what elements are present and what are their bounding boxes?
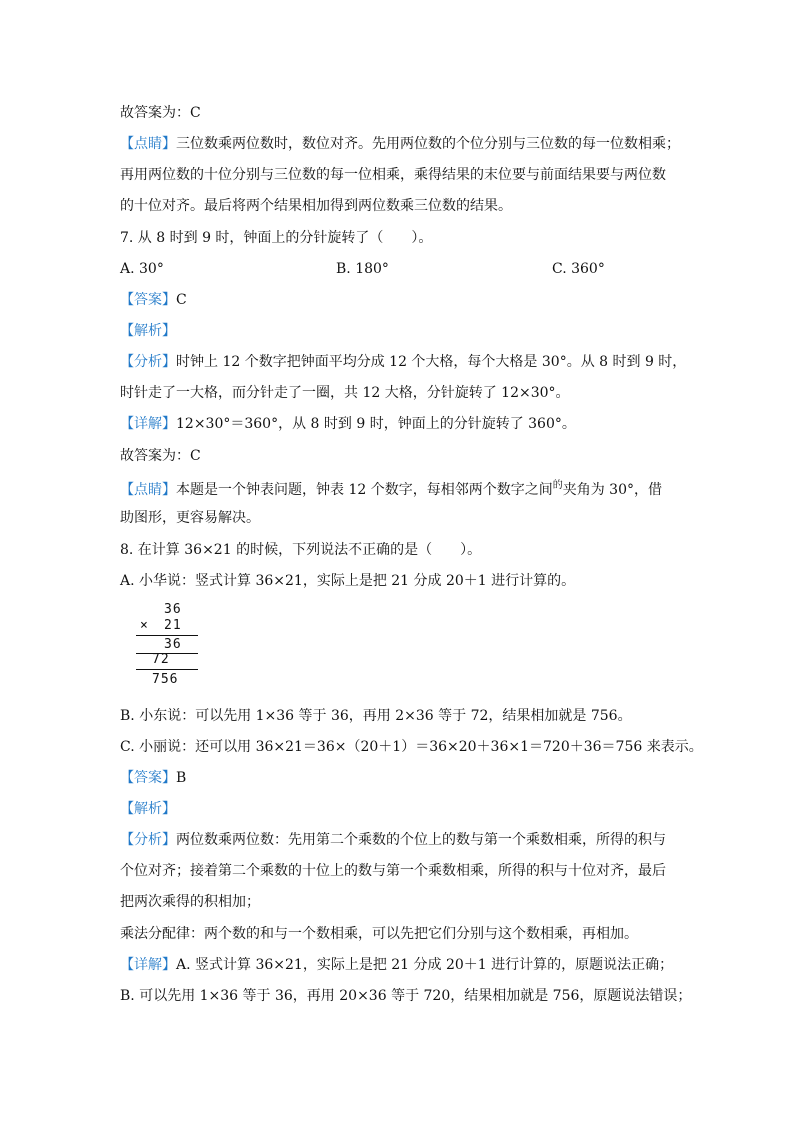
q7-fenxi-2: 时针走了一大格，而分针走了一圈，共 12 大格，分针旋转了 12×30°。 — [120, 385, 570, 401]
q8-option-b: B. 小东说：可以先用 1×36 等于 36，再用 2×36 等于 72，结果相加就是 756。 — [120, 708, 632, 724]
q7-option-b: B. 180° — [336, 261, 389, 277]
vc-row-4: 72 — [152, 652, 170, 667]
answer-line: 故答案为：C — [120, 105, 201, 121]
q8-option-c: C. 小丽说：还可以用 36×21＝36×（20＋1）＝36×20＋36×1＝720＋36＝756 来表示。 — [120, 739, 703, 755]
tip-line-1: 【点睛】三位数乘两位数时，数位对齐。先用两位数的个位分别与三位数的每一位数相乘； — [120, 136, 680, 152]
q7-option-a: A. 30° — [120, 261, 164, 277]
q7-dianjing-1: 【点睛】本题是一个钟表问题，钟表 12 个数字，每相邻两个数字之间$^的$夹角为 30°，借 — [120, 480, 662, 498]
q7-dianjing-2: 助图形，更容易解决。 — [120, 510, 260, 526]
vc-row-5: 756 — [152, 672, 179, 687]
q7-analysis-tag: 【解析】 — [120, 323, 176, 339]
q7-option-c: C. 360° — [552, 261, 605, 277]
vc-row-2: 21 — [164, 618, 182, 633]
q8-option-a: A. 小华说：竖式计算 36×21，实际上是把 21 分成 20＋1 进行计算的。 — [120, 573, 576, 589]
q7-answer: 【答案】C — [120, 292, 187, 308]
q7-xiangjie: 【详解】12×30°＝360°，从 8 时到 9 时，钟面上的分针旋转了 360°。 — [120, 416, 576, 432]
q8-law: 乘法分配律：两个数的和与一个数相乘，可以先把它们分别与这个数相乘，再相加。 — [120, 926, 638, 942]
vc-row-1: 36 — [164, 602, 182, 617]
question-7: 7. 从 8 时到 9 时，钟面上的分针旋转了（ ）。 — [120, 230, 433, 246]
q8-xiangjie-1: 【详解】A. 竖式计算 36×21，实际上是把 21 分成 20＋1 进行计算的，原题说法正确； — [120, 957, 674, 973]
tip-tag: 【点睛】 — [120, 136, 176, 152]
q8-fenxi-2: 个位对齐；接着第二个乘数的十位上的数与第一个乘数相乘，所得的积与十位对齐，最后 — [120, 863, 666, 879]
vc-rule-1 — [136, 635, 198, 636]
q8-fenxi-1: 【分析】两位数乘两位数：先用第二个乘数的个位上的数与第一个乘数相乘，所得的积与 — [120, 832, 666, 848]
q8-fenxi-3: 把两次乘得的积相加； — [120, 894, 260, 910]
vc-times-sign: × — [140, 618, 149, 633]
tip-line-2: 再用两位数的十位分别与三位数的每一位相乘，乘得结果的末位要与前面结果要与两位数 — [120, 167, 666, 183]
q8-answer: 【答案】B — [120, 770, 187, 786]
q7-fenxi-1: 【分析】时钟上 12 个数字把钟面平均分成 12 个大格，每个大格是 30°。从 8 时到 9 时， — [120, 354, 687, 370]
question-8: 8. 在计算 36×21 的时候，下列说法不正确的是（ ）。 — [120, 542, 482, 558]
vc-rule-2 — [136, 669, 198, 670]
vertical-multiplication — [132, 602, 212, 694]
q8-xiangjie-2: B. 可以先用 1×36 等于 36，再用 20×36 等于 720，结果相加就是 756，原题说法错误； — [120, 988, 692, 1004]
q7-conclusion: 故答案为：C — [120, 448, 201, 464]
q8-analysis-tag: 【解析】 — [120, 801, 176, 817]
vc-row-3: 36 — [164, 637, 182, 652]
tip-line-3: 的十位对齐。最后将两个结果相加得到两位数乘三位数的结果。 — [120, 198, 512, 214]
